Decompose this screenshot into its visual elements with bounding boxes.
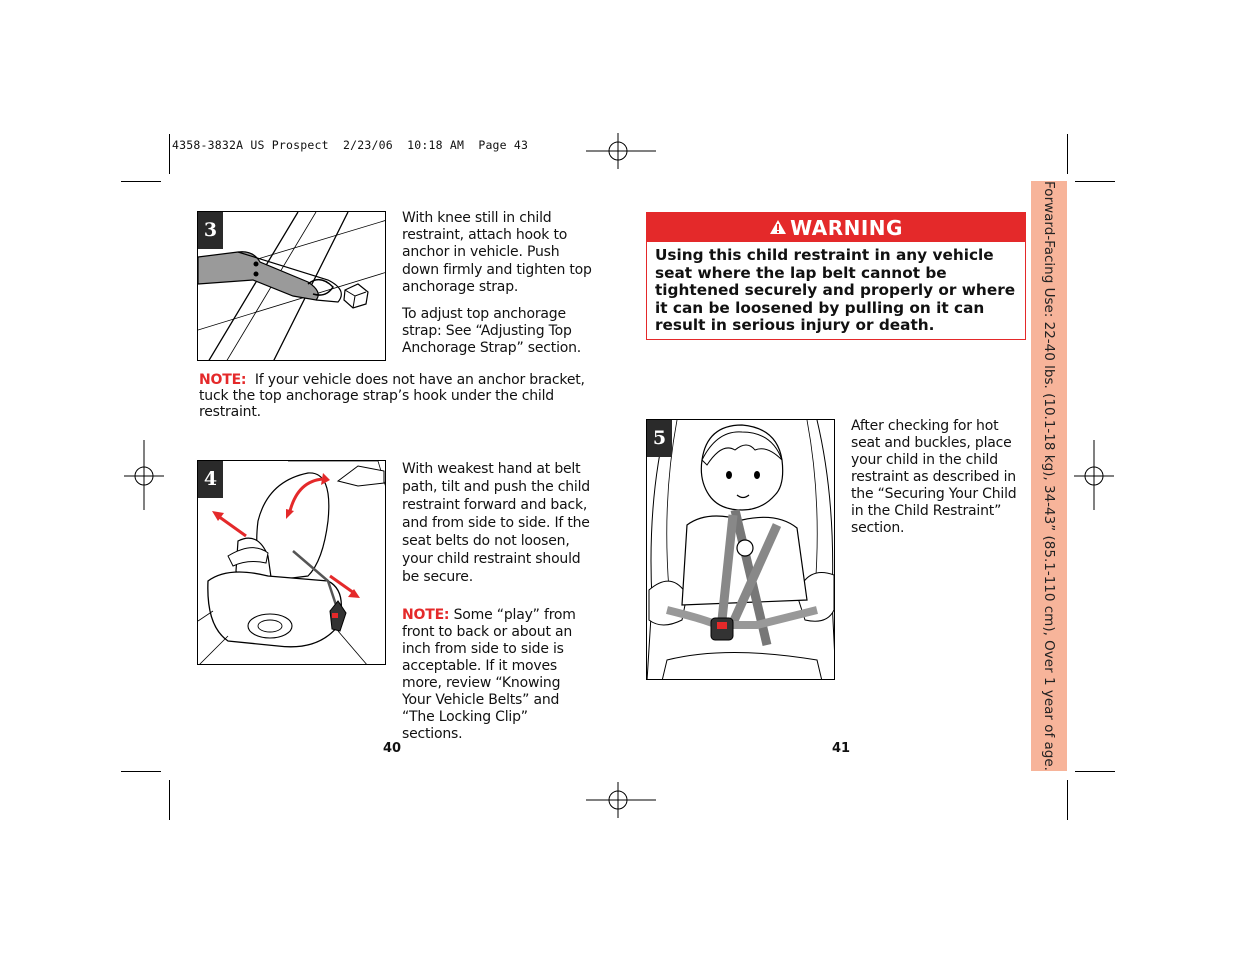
- warning-title: WARNING: [790, 216, 903, 240]
- step5-number-badge: 5: [647, 420, 672, 457]
- step3-paragraph-2: To adjust top anchorage strap: See “Adjusting Top Anchorage Strap” section.: [402, 306, 582, 357]
- step3-note-text: If your vehicle does not have an anchor bracket, tuck the top anchorage strap’s hook under the child restraint.: [199, 372, 585, 420]
- step3-instructions: [402, 210, 592, 358]
- warning-triangle-icon: [769, 213, 787, 243]
- print-header: 4358-3832A US Prospect 2/23/06 10:18 AM Page 43: [172, 138, 529, 152]
- step4-paragraph: With weakest hand at belt path, tilt and push the child restraint forward and back, and from side to side. If the seat belts do not loosen, your child restraint should be secure.: [402, 461, 590, 585]
- registration-mark-icon: [586, 780, 656, 820]
- warning-header: [647, 213, 1025, 242]
- step3-illustration: [197, 211, 386, 361]
- note-label: NOTE:: [199, 372, 247, 388]
- seat-tilt-illustration: [198, 461, 386, 665]
- step4-note: [402, 607, 588, 743]
- step5-paragraph: After checking for hot seat and buckles, place your child in the child restraint as described in the “Securing Your Child in the Child Restraint” section.: [851, 418, 1017, 536]
- page-number-left: 40: [383, 741, 402, 756]
- warning-text: Using this child restraint in any vehicle seat where the lap belt cannot be tightened securely and properly or where it can be loosened by pulling on it can result in serious injury or death.: [655, 246, 1016, 335]
- step4-note-text: Some “play” from front to back or about an inch from side to side is acceptable. If it moves more, review “Knowing Your Vehicle Belts” and “The Locking Clip” sections.: [402, 607, 576, 742]
- note-label: NOTE:: [402, 607, 450, 623]
- step4-illustration: [197, 460, 386, 665]
- anchor-hook-illustration: [198, 212, 386, 361]
- page-number-right: 41: [832, 741, 851, 756]
- step5-illustration: [646, 419, 835, 680]
- warning-box: [646, 212, 1026, 340]
- step4-number-badge: 4: [198, 461, 223, 498]
- step3-note: [199, 372, 591, 420]
- side-tab-label: Forward-Facing Use: 22-40 lbs. (10.1-18 kg), 34-43” (85.1-110 cm), Over 1 year of age.: [1041, 181, 1057, 771]
- child-in-seat-illustration: [647, 420, 835, 680]
- registration-mark-icon: [124, 440, 164, 510]
- step5-instructions: [851, 418, 1023, 537]
- registration-mark-icon: [1074, 440, 1114, 510]
- step4-instructions: [402, 460, 592, 586]
- step3-paragraph-1: With knee still in child restraint, attach hook to anchor in vehicle. Push down firmly and tighten top anchorage strap.: [402, 210, 592, 295]
- registration-mark-icon: [586, 131, 656, 171]
- step3-number-badge: 3: [198, 212, 223, 249]
